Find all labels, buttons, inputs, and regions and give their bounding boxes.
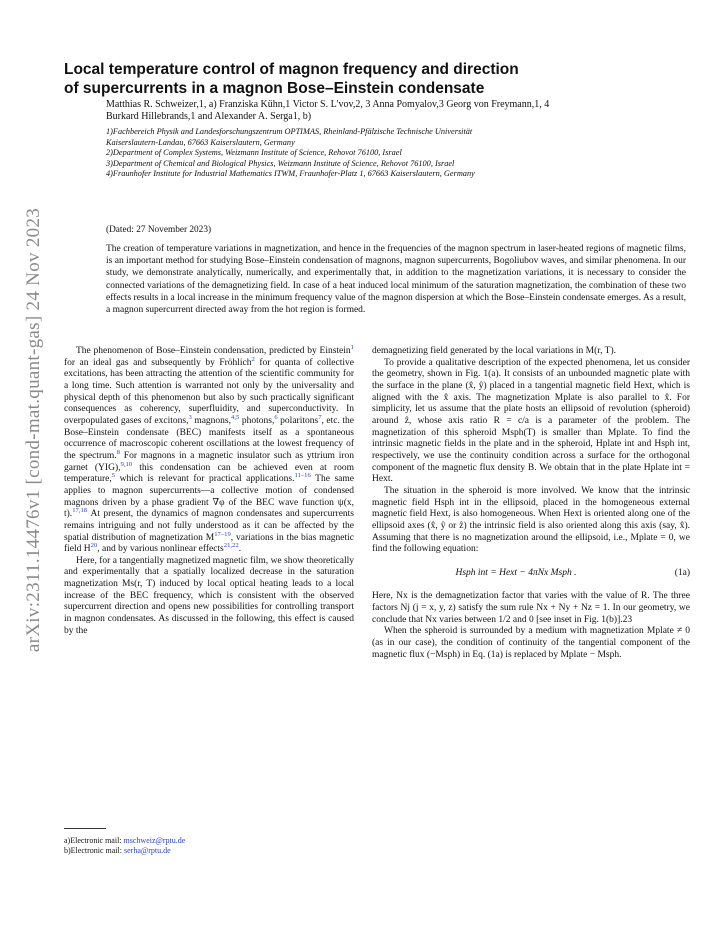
citation-link[interactable]: 6 (274, 413, 278, 421)
dated-line: (Dated: 27 November 2023) (106, 225, 212, 235)
intro-paragraph-1: The phenomenon of Bose–Einstein condensation, predicted by Einstein$^1$ for an ideal gas and subsequently by Fröhlich$^2$ for quanta of collective excitations, has been attracting the attention of the scientific community for a long time. Such attention is warranted not only by the universality and physical depth of this phenomenon but also by such practically significant consequences as coherency, superfluidity, and superconductivity. In overpopulated gases of excitons,$^3$ magnons,$^{4,5}$ photons,$^6$ polaritons$^7$, etc. the Bose–Einstein condensate (BEC) manifests itself as a spontaneous occurrence of macroscopic coherent oscillations at the lowest frequency of the spectrum.$^8$ For magnons in a magnetic insulator such as yttrium iron garnet (YIG),$^{9,10}$ this condensation can be achieved even at room temperature,$^5$ which is relevant for practical applications.$^{11-16}$ The same applies to magnon supercurrents—a collective motion of condensed magnons driven by a phase gradient ∇φ of the BEC wave function ψ(x, t).$^{17,18}$ At present, the dynamics of magnon condensates and supercurrents remains intriguing and not fully understood as it can be affected by the spatial distribution of magnetization $M^{17-19}$, variations in the bias magnetic field $H^{20}$, and by various nonlinear effects$^{21,22}$. (64, 343, 355, 555)
abstract: The creation of temperature variations in magnetization, and hence in the frequencies of the magnon spectrum in laser-heated regions of magnetic films, is an important method for studying Bose–Einstein condensation of magnons, magnon supercurrents, Bogoliubov waves, and similar phenomena. In our study, we demonstrate analytically, numerically, and experimentally that, in addition to the magnetization variations, it is necessary to consider the connected variations of the demagnetizing field. In case of a heat induced local minimum of the saturation magnetization, the combination of these two effects results in a local increase in the minimum frequency value of the magnon dispersion at which the Bose–Einstein condensate emerges. As a result, a magnon supercurrent directed away from the hot region is formed. (106, 244, 686, 316)
citation-link[interactable]: 8 (116, 448, 120, 456)
arxiv-stamp: arXiv:2311.14476v1 [cond-mat.quant-gas] 24 Nov 2023 (23, 207, 44, 653)
citation-link[interactable]: 1 (350, 343, 354, 351)
right-column (372, 346, 690, 661)
title-line-1: Local temperature control of magnon frequency and direction (64, 61, 519, 78)
citation-link[interactable]: 2 (251, 355, 255, 363)
right-paragraph-3: Here, Nx is the demagnetization factor that varies with the value of R. The three factors Nj (j = x, y, z) satisfy the sum rule Nx + Ny + Nz = 1. In our geometry, we conclude that Nx varies between 1/2 and 0 [see inset in Fig. 1(b)].23 (372, 591, 690, 625)
affiliation-1b: Kaiserslautern-Landau, 67663 Kaiserslautern, Germany (106, 137, 295, 147)
citation-link[interactable]: 3 (188, 413, 192, 421)
footnotes (64, 836, 354, 856)
right-paragraph-1: To provide a qualitative description of the expected phenomena, let us consider the geometry, shown in Fig. 1(a). It consists of an unbounded magnetic plate with the surface in the plane (x̂, ŷ) placed in a tangential magnetic field Hext, which is aligned with the x̂ axis. The magnetization Mplate is also parallel to x̂. For simplicity, let us assume that the plate hosts an ellipsoid of revolution (spheroid) around ẑ, whose axis ratio R = c/a is a parameter of the problem. The magnetization of this spheroid Msph(T) is smaller than Mplate. To find the intrinsic magnetic fields in the plate and in the spheroid, Hplate int and Hsph int, respectively, we use the continuity condition across a surface for the orthogonal component of the magnetic flux density B. We obtain that in the plate Hplate int = Hext. (372, 357, 690, 485)
footnote-b: b)Electronic mail: serha@rptu.de (64, 846, 171, 855)
equation-number: (1a) (674, 567, 690, 578)
footnote-rule (64, 828, 106, 829)
affiliation-2: 2)Department of Complex Systems, Weizmann Institute of Science, Rehovot 76100, Israel (106, 148, 402, 158)
email-link-b[interactable]: serha@rptu.de (123, 846, 171, 855)
title-line-2: of supercurrents in a magnon Bose–Einstein condensate (64, 80, 485, 97)
citation-link[interactable]: 21,22 (223, 542, 239, 549)
email-link-a[interactable]: mschweiz@rptu.de (123, 836, 186, 845)
affiliation-1a: 1)Fachbereich Physik and Landesforschungszentrum OPTIMAS, Rheinland-Pfälzische Technische Universität (106, 127, 473, 136)
authors-line-2: Burkard Hillebrands,1 and Alexander A. Serga1, b) (106, 111, 312, 122)
citation-link[interactable]: 7 (318, 413, 322, 421)
footnote-a: a)Electronic mail: mschweiz@rptu.de (64, 836, 186, 845)
citation-link[interactable]: 17–19 (214, 530, 231, 538)
right-paragraph-0: demagnetizing field generated by the local variations in M(r, T). (372, 346, 616, 356)
citation-link[interactable]: 11–16 (294, 472, 311, 480)
affiliations (106, 127, 686, 180)
right-paragraph-4: When the spheroid is surrounded by a medium with magnetization Mplate ≠ 0 (as in our case), the condition of continuity of the tangential component of the magnetic flux (−Msph) in Eq. (1a) is replaced by Mplate − Msph. (372, 626, 690, 660)
intro-paragraph-2: Here, for a tangentially magnetized magnetic film, we show theoretically and experimentally that a spatially localized decrease in the saturation magnetization Ms(r, T) induced by local optical heating leads to a local increase of the BEC frequency, which is consistent with the observed supercurrent direction and opens new possibilities for controlling transport in magnon condensates. As discussed in the following, this effect is caused by the (64, 555, 354, 636)
affiliation-4: 4)Fraunhofer Institute for Industrial Mathematics ITWM, Fraunhofer-Platz 1, 67663 Kaiserslautern, Germany (106, 169, 475, 179)
authors-line-1: Matthias R. Schweizer,1, a) Franziska Kühn,1 Victor S. L'vov,2, 3 Anna Pomyalov,3 Georg von Freymann,1, 4 (106, 99, 550, 110)
citation-link[interactable]: 5 (111, 472, 116, 480)
author-list (106, 99, 686, 123)
citation-link[interactable]: 4,5 (231, 413, 240, 421)
citation-link[interactable]: 9,10 (120, 460, 133, 468)
citation-link[interactable]: 20 (90, 542, 98, 549)
right-paragraph-2: The situation in the spheroid is more involved. We know that the intrinsic magnetic field Hsph int in the ellipsoid, placed in the homogeneous external magnetic field Hext, is also homogeneous. When Hext is oriented along one of the ellipsoid axes (x̂, ŷ or ẑ) the intrinsic field is also oriented along this axis (say, x̂). Assuming that there is no magnetization around the ellipsoid, i.e., Mplate = 0, we find the following equation: (372, 485, 690, 555)
left-column (64, 343, 355, 637)
affiliation-3: 3)Department of Chemical and Biological Physics, Weizmann Institute of Science, Rehovot 76100, Israel (106, 158, 455, 168)
paper-title (64, 60, 684, 98)
citation-link[interactable]: 17,18 (72, 507, 88, 515)
equation-1a (372, 568, 690, 580)
equation-body: Hsph int = Hext − 4πNx Msph . (455, 567, 577, 578)
